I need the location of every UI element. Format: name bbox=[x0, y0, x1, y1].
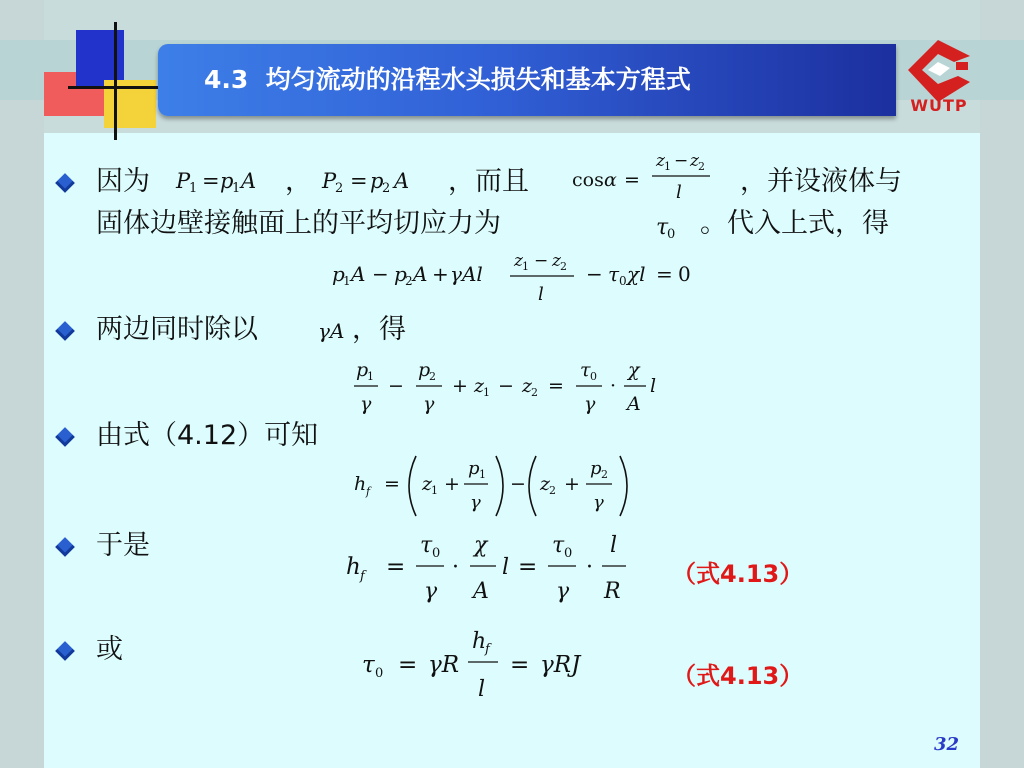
svg-text:=: = bbox=[518, 554, 538, 580]
svg-text:p: p bbox=[394, 262, 407, 286]
svg-text:γ: γ bbox=[584, 393, 596, 415]
svg-text:h: h bbox=[354, 473, 367, 495]
svg-text:f: f bbox=[485, 642, 490, 657]
svg-text:A: A bbox=[241, 169, 257, 193]
svg-text:P: P bbox=[176, 169, 191, 193]
svg-text:p: p bbox=[590, 458, 602, 479]
svg-text:=: = bbox=[384, 473, 400, 495]
svg-text:A: A bbox=[413, 262, 428, 286]
svg-text:=: = bbox=[548, 375, 564, 397]
svg-text:+: + bbox=[452, 375, 468, 397]
svg-text:0: 0 bbox=[667, 227, 676, 242]
svg-text:=: = bbox=[386, 554, 406, 580]
svg-text:A: A bbox=[394, 169, 410, 193]
svg-text:0: 0 bbox=[432, 546, 441, 561]
svg-text:2: 2 bbox=[601, 468, 608, 481]
svg-text:1: 1 bbox=[522, 260, 529, 273]
svg-text:τ: τ bbox=[608, 262, 620, 286]
svg-text:1: 1 bbox=[189, 181, 198, 196]
svg-text:p: p bbox=[332, 262, 345, 286]
svg-text:z: z bbox=[522, 375, 533, 397]
svg-text:=: = bbox=[350, 169, 368, 193]
svg-text:2: 2 bbox=[382, 181, 391, 196]
right-margin bbox=[980, 0, 1024, 768]
svg-text:+: + bbox=[444, 473, 460, 495]
svg-text:f: f bbox=[366, 485, 371, 498]
left-margin bbox=[0, 0, 44, 768]
bullet1-text-a: 因为 bbox=[96, 166, 150, 197]
svg-text:γ: γ bbox=[360, 393, 372, 415]
svg-text:τ: τ bbox=[656, 215, 669, 240]
equation-tau0 bbox=[652, 206, 692, 246]
bullet1-line2-a: 固体边壁接触面上的平均切应力为 bbox=[96, 208, 501, 239]
equation-gamma-a bbox=[316, 312, 350, 348]
svg-text:0: 0 bbox=[619, 274, 627, 288]
svg-text:τ: τ bbox=[580, 359, 591, 381]
bullet5-text: 或 bbox=[96, 634, 123, 665]
decor-horizontal-line bbox=[68, 86, 160, 89]
svg-text:=: = bbox=[656, 262, 673, 286]
svg-text:z: z bbox=[422, 473, 433, 495]
title-text: 均匀流动的沿程水头损失和基本方程式 bbox=[265, 65, 691, 94]
svg-text:=: = bbox=[202, 169, 220, 193]
svg-text:z: z bbox=[656, 151, 665, 171]
svg-text:τ: τ bbox=[420, 533, 433, 558]
svg-text:γ: γ bbox=[424, 579, 438, 604]
decor-vertical-line bbox=[114, 22, 117, 140]
svg-text:1: 1 bbox=[367, 370, 374, 383]
logo-text: WUTP bbox=[910, 96, 968, 115]
svg-text:·: · bbox=[452, 555, 459, 580]
svg-text:z: z bbox=[514, 251, 523, 271]
svg-text:2: 2 bbox=[429, 370, 436, 383]
svg-text:p: p bbox=[418, 359, 431, 381]
svg-text:γ: γ bbox=[556, 579, 570, 604]
svg-text:χ: χ bbox=[474, 533, 488, 558]
svg-text:A: A bbox=[473, 579, 489, 604]
svg-text:1: 1 bbox=[232, 181, 241, 196]
svg-text:cos: cos bbox=[572, 169, 604, 191]
svg-text:2: 2 bbox=[531, 386, 538, 399]
svg-text:l: l bbox=[478, 677, 486, 702]
equation-p1 bbox=[172, 160, 272, 200]
equation-cos-alpha bbox=[568, 146, 728, 208]
svg-text:h: h bbox=[472, 629, 487, 654]
svg-text:1: 1 bbox=[343, 274, 351, 288]
svg-text:l: l bbox=[610, 533, 618, 558]
svg-text:p: p bbox=[220, 169, 234, 193]
equation-hf-definition bbox=[350, 448, 640, 524]
slide-title bbox=[204, 60, 691, 100]
svg-text:χl: χl bbox=[627, 262, 646, 286]
bullet1-sep2: ，而且 bbox=[448, 166, 529, 197]
bullet3-text: 由式（4.12）可知 bbox=[96, 420, 319, 451]
svg-text:1: 1 bbox=[479, 468, 486, 481]
svg-text:p: p bbox=[370, 169, 384, 193]
svg-text:f: f bbox=[360, 569, 365, 584]
svg-text:−: − bbox=[510, 473, 526, 495]
equation-force-balance bbox=[326, 246, 716, 310]
svg-text:−: − bbox=[388, 375, 404, 397]
svg-text:=: = bbox=[624, 169, 640, 191]
svg-text:z: z bbox=[474, 375, 485, 397]
svg-text:2: 2 bbox=[335, 181, 344, 196]
svg-text:2: 2 bbox=[405, 274, 413, 288]
svg-text:p: p bbox=[468, 458, 480, 479]
svg-text:p: p bbox=[356, 359, 369, 381]
svg-text:χ: χ bbox=[628, 359, 640, 381]
section-number: 4.3 bbox=[204, 65, 249, 94]
svg-text:2: 2 bbox=[698, 160, 705, 173]
svg-text:+: + bbox=[564, 473, 580, 495]
equation-hf-result bbox=[340, 526, 640, 610]
svg-text:0: 0 bbox=[375, 666, 384, 681]
svg-text:2: 2 bbox=[560, 260, 567, 273]
svg-text:0: 0 bbox=[590, 370, 597, 383]
svg-text:−: − bbox=[586, 262, 603, 286]
svg-text:l: l bbox=[538, 284, 544, 305]
svg-text:z: z bbox=[552, 251, 561, 271]
svg-text:1: 1 bbox=[483, 386, 490, 399]
svg-text:−: − bbox=[674, 151, 689, 171]
svg-text:l: l bbox=[650, 375, 657, 397]
svg-text:−: − bbox=[534, 251, 549, 271]
svg-text:A: A bbox=[351, 262, 366, 286]
bullet1-text-b: ，并设液体与 bbox=[740, 166, 902, 197]
svg-text:γ: γ bbox=[593, 492, 604, 513]
svg-text:0: 0 bbox=[564, 546, 573, 561]
svg-text:γ: γ bbox=[423, 393, 435, 415]
svg-text:z: z bbox=[690, 151, 699, 171]
bullet2-text-a: 两边同时除以 bbox=[96, 314, 258, 345]
bullet1-sep1: ， bbox=[285, 166, 312, 197]
svg-text:γAl: γAl bbox=[450, 262, 483, 286]
svg-text:+: + bbox=[432, 262, 449, 286]
svg-text:1: 1 bbox=[431, 484, 438, 497]
svg-text:τ: τ bbox=[362, 652, 375, 678]
svg-text:l: l bbox=[502, 555, 510, 580]
svg-text:=: = bbox=[398, 652, 418, 678]
equation-tau0-result bbox=[356, 620, 616, 710]
equation-divided bbox=[346, 354, 676, 420]
svg-text:=: = bbox=[510, 652, 530, 678]
equation-label: （式4.13） bbox=[672, 560, 804, 588]
page-number: 32 bbox=[934, 734, 960, 755]
svg-text:1: 1 bbox=[664, 160, 671, 173]
svg-text:γRJ: γRJ bbox=[540, 652, 581, 678]
svg-text:γA: γA bbox=[318, 319, 345, 343]
svg-text:R: R bbox=[604, 579, 621, 604]
equation-p2 bbox=[318, 160, 428, 200]
svg-text:−: − bbox=[498, 375, 514, 397]
svg-text:0: 0 bbox=[678, 262, 691, 286]
equation-label: （式4.13） bbox=[672, 662, 804, 690]
svg-text:α: α bbox=[604, 169, 617, 191]
svg-text:h: h bbox=[346, 554, 361, 580]
svg-text:P: P bbox=[322, 169, 337, 193]
svg-text:z: z bbox=[540, 473, 551, 495]
bullet2-text-b: ，得 bbox=[352, 314, 406, 345]
bullet4-text: 于是 bbox=[96, 530, 150, 561]
svg-text:·: · bbox=[586, 555, 593, 580]
svg-text:2: 2 bbox=[549, 484, 556, 497]
svg-text:A: A bbox=[627, 393, 641, 415]
svg-text:γR: γR bbox=[428, 652, 460, 678]
svg-text:γ: γ bbox=[470, 492, 481, 513]
bullet1-line2-b: 。代入上式，得 bbox=[700, 208, 889, 239]
svg-text:τ: τ bbox=[552, 533, 565, 558]
svg-text:−: − bbox=[372, 262, 389, 286]
svg-text:l: l bbox=[676, 182, 682, 203]
svg-text:·: · bbox=[610, 375, 617, 397]
